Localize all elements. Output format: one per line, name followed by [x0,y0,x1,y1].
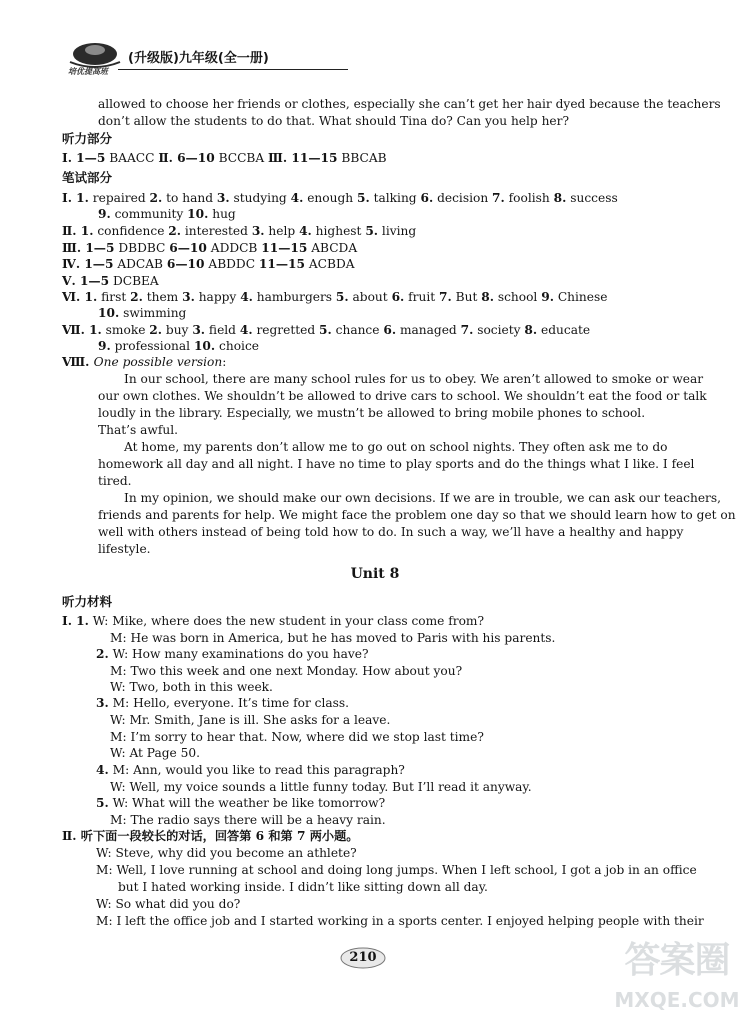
text-line [110,812,386,828]
text-run: M: Well, I love running at school and doing long jumps. When I left school, I got a job in an office [96,863,697,877]
text-run: M: He was born in America, but he has moved to Paris with his parents. [110,631,556,645]
header-title: (升级版)九年级(全一册) [128,51,269,66]
text-run: educate [537,323,591,337]
text-line [118,879,488,895]
text-run: But [451,290,482,304]
text-run: smoke [101,323,150,337]
text-run: 6. [383,323,397,337]
text-run: 5. [335,290,349,304]
text-run: Chinese [553,290,608,304]
text-run: 6. [420,191,434,205]
text-run: Ⅲ. 1—5 [62,241,115,255]
text-line [98,405,645,421]
text-run: Ⅳ. 1—5 [62,257,114,271]
text-run: In our school, there are many school rules for us to obey. We aren’t allowed to smoke or wear [124,372,704,386]
text-run: W: Two, both in this week. [110,680,273,694]
section-heading: 听力材料 [62,594,113,609]
text-line [124,439,667,455]
text-run: W: Well, my voice sounds a little funny today. But I’ll read it anyway. [110,780,532,794]
text-line [62,256,355,272]
text-line [98,473,132,489]
text-line [98,422,178,438]
text-line [62,273,159,289]
text-run: to hand [162,191,217,205]
text-run: Ⅰ. 1. [62,614,89,628]
text-run: 2. [96,647,109,661]
section-heading: 笔试部分 [62,170,113,185]
text-run: W: At Page 50. [110,746,200,760]
text-line [110,663,462,679]
text-line [110,679,273,695]
text-run: decision [433,191,493,205]
text-run: foolish [504,191,554,205]
text-run: M: I left the office job and I started working in a sports center. I enjoyed helping people with their [96,914,704,928]
text-line [124,371,703,387]
text-run: managed [396,323,461,337]
text-line [110,630,555,646]
text-run: 7. [492,191,505,205]
text-run: DBDBC [114,241,170,255]
text-run: 3. [192,323,206,337]
text-run: M: Two this week and one next Monday. How about you? [110,664,463,678]
text-run: 2. [130,290,143,304]
text-run: 7. [460,323,474,337]
text-run: 9. [98,207,111,221]
text-run: M: I’m sorry to hear that. Now, where did we stop last time? [110,730,484,744]
text-line [62,170,112,186]
text-run: Ⅴ. 1—5 [62,274,110,288]
text-run: DCBEA [109,274,159,288]
text-run: 2. [149,191,163,205]
text-line [98,524,683,540]
text-line [62,828,358,844]
text-line [96,862,697,878]
text-run: Ⅰ. 1—5 [62,151,106,165]
unit-title: Unit 8 [350,566,400,582]
text-run: allowed to choose her friends or clothes, especially she can’t get her hair dyed because the teachers [98,97,721,111]
text-run: 3. [182,290,195,304]
text-run: ADDCB [206,241,262,255]
text-run: hug [208,207,236,221]
text-line [98,456,694,472]
text-line [98,113,569,129]
text-run: about [348,290,392,304]
text-run: 4. [299,224,312,238]
text-run: field [205,323,240,337]
text-run: studying [229,191,291,205]
text-run: 8. [481,290,494,304]
text-run: W: Mike, where does the new student in your class come from? [88,614,485,628]
text-line [62,594,112,610]
text-line [110,779,532,795]
text-run: M: Ann, would you like to read this paragraph? [108,763,405,777]
text-run: society [473,323,525,337]
text-run: W: Steve, why did you become an athlete? [96,846,357,860]
text-line [62,613,484,629]
text-line [110,745,200,761]
text-run: 8. [553,191,567,205]
text-run: 7. [439,290,452,304]
text-run: 4. [96,763,109,777]
text-run: don’t allow the students to do that. What should Tina do? Can you help her? [98,114,570,128]
section-heading: 听力部分 [62,131,113,146]
text-line [98,388,707,404]
text-line [62,322,590,338]
text-line [96,795,385,811]
text-run: talking [369,191,421,205]
text-run: Ⅷ. [62,355,94,369]
text-line [98,206,236,222]
text-line [96,762,405,778]
text-run: Ⅱ. 6—10 [158,151,215,165]
text-run: 2. [168,224,182,238]
text-run: happy [194,290,241,304]
text-run: 6—10 [169,241,207,255]
text-run: 6. [391,290,405,304]
text-run: chance [331,323,384,337]
text-run: 5. [365,224,379,238]
text-run: Ⅱ. 听下面一段较长的对话，回答第 6 和第 7 两小题。 [62,829,359,843]
text-run: ACBDA [305,257,355,271]
text-run: M: Hello, everyone. It’s time for class. [108,696,350,710]
text-run: 6—10 [166,257,205,271]
logo-caption: 培优提高班 [68,67,108,76]
text-line [62,190,618,206]
text-run: regretted [252,323,320,337]
text-run: Ⅶ. 1. [62,323,102,337]
page-number: 210 [349,950,377,965]
text-run: 3. [251,224,265,238]
text-run: repaired [88,191,150,205]
text-run: W: Mr. Smith, Jane is ill. She asks for a leave. [110,713,391,727]
text-run: tired. [98,474,132,488]
text-run: W: What will the weather be like tomorrow? [108,796,386,810]
text-line [110,729,484,745]
text-run: professional [110,339,194,353]
text-run: ABCDA [307,241,358,255]
text-line [98,507,736,523]
page-number-badge [338,945,388,971]
text-run: interested [181,224,252,238]
text-run: Ⅵ. 1. [62,290,98,304]
text-run: W: So what did you do? [96,897,241,911]
text-run: friends and parents for help. We might face the problem one day so that we should learn how to get on [98,508,736,522]
text-run: homework all day and all night. I have no time to play sports and do the things what I like. I feel [98,457,695,471]
text-run: 4. [240,290,253,304]
text-run: 4. [239,323,253,337]
text-run: 4. [290,191,304,205]
text-line [98,96,721,112]
text-run: fruit [404,290,440,304]
text-run: 11—15 [258,257,305,271]
text-run: 2. [149,323,163,337]
text-run: 5. [357,191,370,205]
text-run: 3. [216,191,230,205]
text-line [98,338,259,354]
header-divider [118,69,348,70]
text-run: ABDDC [204,257,259,271]
text-line [62,150,387,166]
text-run: M: The radio says there will be a heavy rain. [110,813,386,827]
text-run: enough [303,191,357,205]
text-line [124,490,721,506]
text-run: BBCAB [337,151,387,165]
text-line [96,913,704,929]
text-run: but I hated working inside. I didn’t like sitting down all day. [118,880,488,894]
text-run: buy [162,323,193,337]
watermark [612,932,742,1017]
text-run: success [566,191,618,205]
text-line [62,354,226,370]
text-line [110,712,390,728]
text-run: ADCAB [113,257,167,271]
text-run: community [110,207,188,221]
text-line [96,646,369,662]
watermark-main: 答案圈 [624,940,730,981]
text-run: 8. [524,323,538,337]
text-run: confidence [93,224,169,238]
text-line [98,305,186,321]
text-run: 11—15 [261,241,308,255]
text-run: One possible version [93,355,223,369]
text-run: swimming [119,306,187,320]
text-run: them [142,290,183,304]
text-run: school [493,290,542,304]
text-run: Ⅱ. 1. [62,224,94,238]
text-run: help [264,224,300,238]
text-run: 3. [96,696,109,710]
text-line [62,289,607,305]
text-run: loudly in the library. Especially, we mustn’t be allowed to bring mobile phones to school. [98,406,646,420]
text-line [96,845,357,861]
watermark-sub: MXQE.COM [614,988,740,1012]
text-run: living [378,224,417,238]
text-line [96,695,349,711]
text-run: first [97,290,131,304]
text-run: Ⅰ. 1. [62,191,89,205]
text-run: our own clothes. We shouldn’t be allowed to drive cars to school. We shouldn’t eat the food or talk [98,389,707,403]
text-run: well with others instead of being told how to do. In such a way, we’ll have a healthy and happy [98,525,684,539]
text-run: 5. [96,796,109,810]
text-run: lifestyle. [98,542,151,556]
text-line [98,541,151,557]
text-run: That’s awful. [98,423,178,437]
text-run: 9. [98,339,111,353]
text-run: W: How many examinations do you have? [108,647,369,661]
text-run: BAACC [105,151,159,165]
text-run: highest [311,224,366,238]
text-run: 10. [193,339,216,353]
text-run: hamburgers [252,290,336,304]
text-run: 5. [319,323,332,337]
page-header [62,36,352,86]
text-line [62,223,416,239]
text-run: BCCBA [214,151,269,165]
text-line [62,240,357,256]
text-run: 9. [541,290,554,304]
text-run: 10. [98,306,120,320]
text-run: At home, my parents don’t allow me to go out on school nights. They often ask me to do [124,440,668,454]
text-line [96,896,240,912]
text-run: Ⅲ. 11—15 [268,151,338,165]
text-run: : [222,355,227,369]
text-line [62,131,112,147]
text-run: 10. [187,207,209,221]
text-run: In my opinion, we should make our own decisions. If we are in trouble, we can ask our teachers, [124,491,722,505]
text-run: choice [215,339,259,353]
